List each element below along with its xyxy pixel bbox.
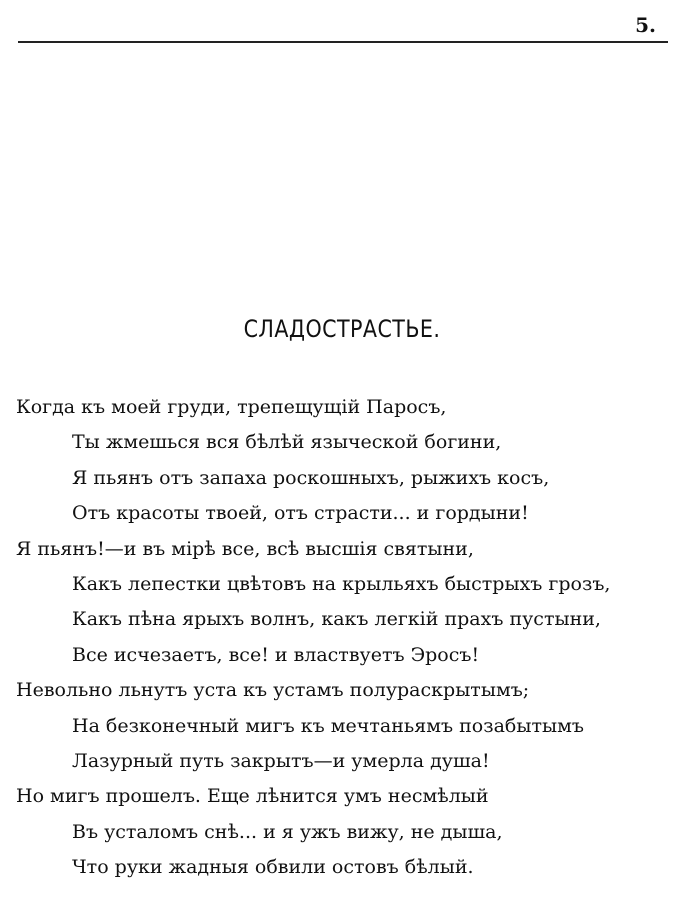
poem-line: Какъ пѣна ярыхъ волнъ, какъ легкій прахъ пустыни, [72, 608, 601, 631]
poem-line: Я пьянъ!—и въ мірѣ все, всѣ высшія святыни, [16, 537, 474, 560]
poem-line: Ты жмешься вся бѣлѣй языческой богини, [72, 431, 502, 454]
poem-line: Отъ красоты твоей, отъ страсти... и гордыни! [72, 502, 529, 525]
page-number: 5. [635, 13, 656, 37]
poem-line: Когда къ моей груди, трепещущій Паросъ, [16, 396, 447, 418]
poem-line: Въ усталомъ снѣ... и я ужъ вижу, не дыша, [72, 820, 503, 843]
poem-line: Какъ лепестки цвѣтовъ на крыльяхъ быстрыхъ грозъ, [72, 572, 611, 595]
poem-body [16, 390, 664, 885]
poem-line: Невольно льнутъ уста къ устамъ полураскрытымъ; [16, 679, 530, 702]
poem-line: Но мигъ прошелъ. Еще лѣнится умъ несмѣлый [16, 785, 489, 808]
poem-title: СЛАДОСТРАСТЬЕ. [243, 315, 441, 343]
poem-line: Все исчезаетъ, все! и властвуетъ Эросъ! [72, 643, 480, 666]
poem-line: Я пьянъ отъ запаха роскошныхъ, рыжихъ косъ, [72, 466, 550, 489]
poem-line: На безконечный мигъ къ мечтаньямъ позабытымъ [72, 714, 584, 737]
header-rule [18, 41, 668, 43]
poem-line: Что руки жадныя обвили остовъ бѣлый. [72, 856, 474, 879]
poem-line: Лазурный путь закрытъ—и умерла душа! [72, 749, 490, 772]
